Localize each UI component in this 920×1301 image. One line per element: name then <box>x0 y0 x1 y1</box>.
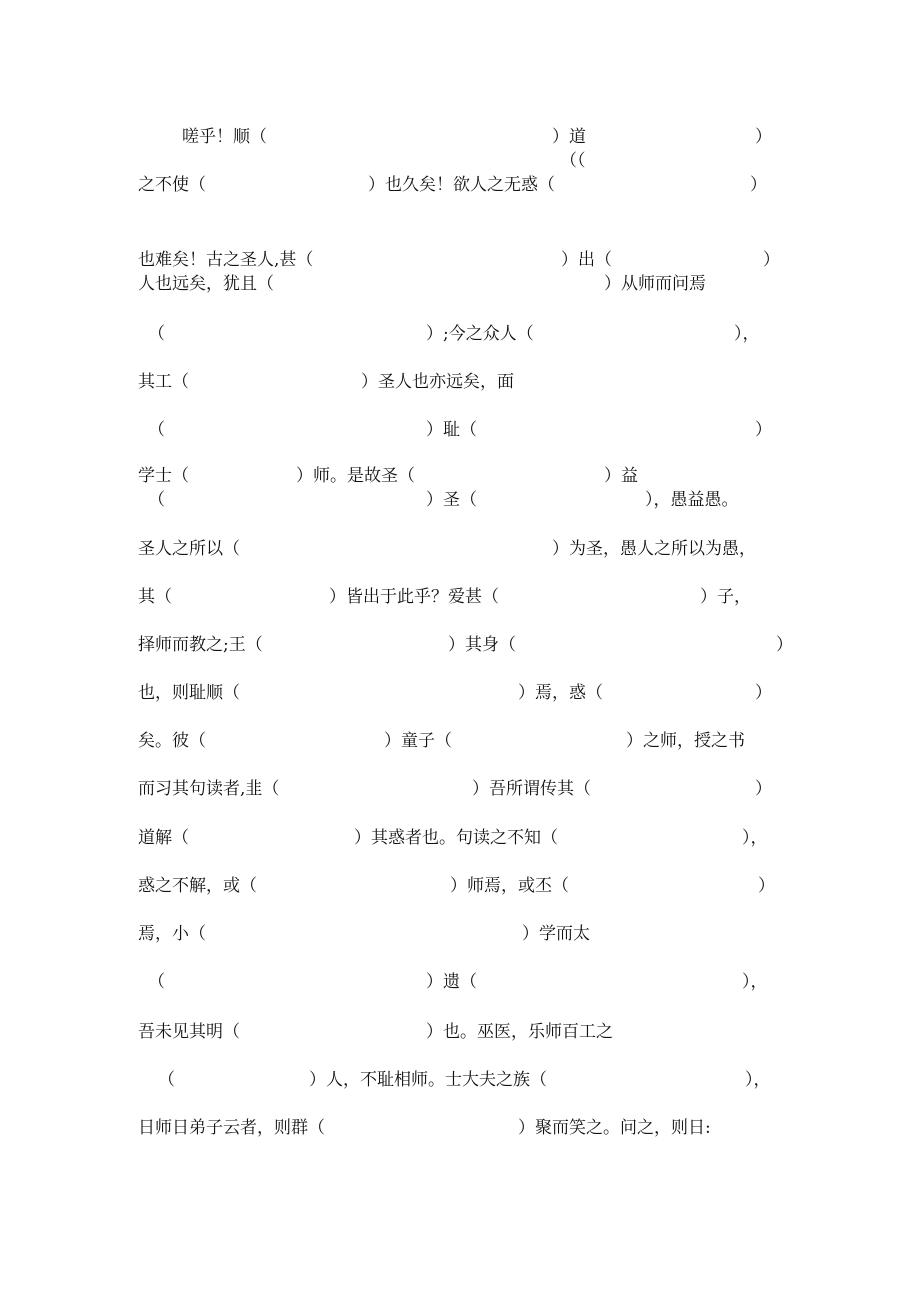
text-line: ）聚而笑之。问之，则日: <box>518 1118 711 1138</box>
text-line: （ <box>148 972 165 992</box>
text-line: 矣。彼（ <box>138 731 206 751</box>
text-line: ）童子（ <box>384 731 452 751</box>
text-line: ）耻（ <box>426 420 477 440</box>
text-line: ）， <box>742 828 768 848</box>
text-line: ）也。巫医，乐师百工之 <box>426 1022 613 1042</box>
text-line: ）吾所谓传其（ <box>472 779 591 799</box>
text-line: ）之师，授之书 <box>626 731 745 751</box>
text-line: ）益 <box>604 466 638 486</box>
text-line: （ <box>148 324 165 344</box>
text-line: 道解（ <box>138 828 189 848</box>
text-line: 也，则耻顺（ <box>138 683 240 703</box>
text-line: （（ <box>560 151 586 171</box>
text-line: ） <box>776 635 793 655</box>
text-line: 日师日弟子云者，则群（ <box>138 1118 325 1138</box>
text-line: ） <box>755 127 772 147</box>
text-line: （ <box>148 420 165 440</box>
text-line: ）道 <box>552 127 586 147</box>
text-line: ）皆出于此乎？爱甚（ <box>329 587 499 607</box>
text-line: （ <box>148 490 165 510</box>
text-line: 嗟乎！顺（ <box>182 127 267 147</box>
text-line: ）圣人也亦远矣，面 <box>361 372 514 392</box>
text-line: ）人，不耻相师。士大夫之族（ <box>309 1070 547 1090</box>
text-line: ） <box>755 683 772 703</box>
text-line: 人也远矣，犹且（ <box>138 274 274 294</box>
text-line: （ <box>158 1070 175 1090</box>
text-line: 学士（ <box>138 466 189 486</box>
text-line: ）子， <box>700 587 751 607</box>
text-line: ）学而太 <box>522 924 590 944</box>
text-line: ），愚益愚。 <box>645 490 739 510</box>
text-line: ）其惑者也。句读之不知（ <box>354 828 558 848</box>
text-line: 焉，小（ <box>138 924 206 944</box>
text-line: ）， <box>742 972 768 992</box>
text-line: ） <box>758 876 775 896</box>
text-line: ）;今之众人（ <box>426 324 534 344</box>
text-line: ）焉，惑（ <box>518 683 603 703</box>
text-line: 而习其句读者,韭（ <box>138 779 280 799</box>
text-line: ）遗（ <box>426 972 477 992</box>
text-line: ）， <box>734 324 760 344</box>
text-line: 吾未见其明（ <box>138 1022 240 1042</box>
text-line: ） <box>755 420 772 440</box>
text-line: 其工（ <box>138 372 189 392</box>
text-line: 之不使（ <box>138 175 206 195</box>
text-line: ）从师而问焉 <box>604 274 706 294</box>
text-line: 圣人之所以（ <box>138 539 240 559</box>
text-line: ）圣（ <box>426 490 477 510</box>
text-line: ） <box>750 175 767 195</box>
text-line: ）为圣，愚人之所以为愚， <box>552 539 756 559</box>
text-line: 也难矣！古之圣人,甚（ <box>138 250 314 270</box>
text-line: ）其身（ <box>448 635 516 655</box>
text-line: 择师而教之;王（ <box>138 635 263 655</box>
text-line: ）也久矣！欲人之无惑（ <box>368 175 555 195</box>
text-line: ）师焉，或丕（ <box>450 876 569 896</box>
text-line: ）， <box>745 1070 771 1090</box>
text-line: ）出（ <box>561 250 612 270</box>
text-line: ）师。是故圣（ <box>296 466 415 486</box>
text-line: 惑之不解，或（ <box>138 876 257 896</box>
text-line: ） <box>755 779 772 799</box>
text-line: ） <box>763 250 780 270</box>
text-line: 其（ <box>138 587 172 607</box>
